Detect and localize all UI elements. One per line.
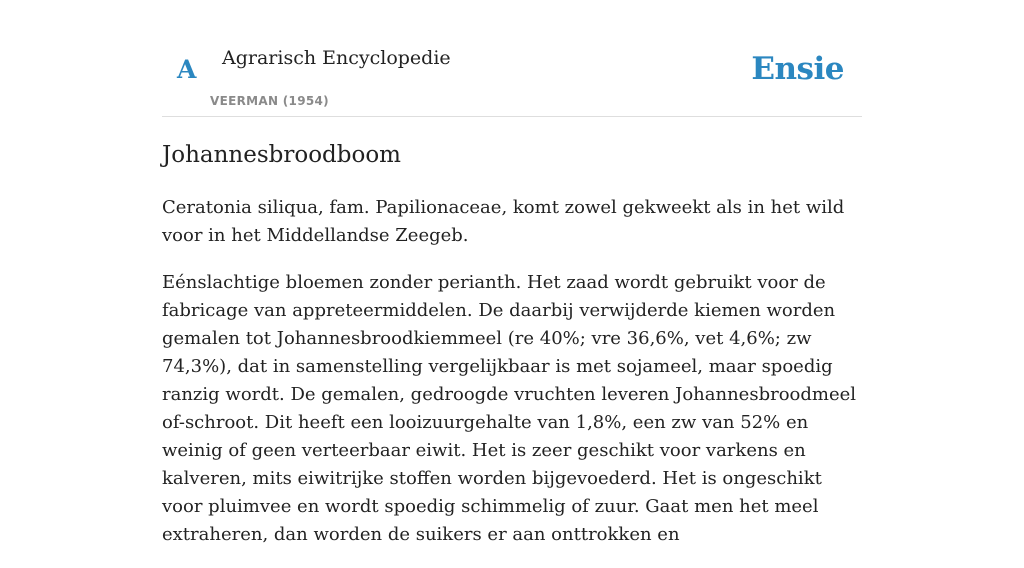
source-header <box>162 0 862 117</box>
site-logo[interactable]: Ensie <box>751 51 844 87</box>
source-logo[interactable]: A <box>177 55 197 84</box>
article-paragraph: Ceratonia siliqua, fam. Papilionaceae, komt zowel gekweekt als in het wild voor in het Middellandse Zeegeb. <box>162 197 845 246</box>
source-author-year: VEERMAN (1954) <box>210 94 329 108</box>
article <box>162 138 862 568</box>
source-title[interactable]: Agrarisch Encyclopedie <box>222 47 451 69</box>
article-paragraph: Eénslachtige bloemen zonder perianth. Het zaad wordt gebruikt voor de fabricage van appreteermiddelen. De daarbij verwijderde kiemen worden gemalen tot Johannesbroodkiemmeel (re 40%; vre 36,6%, vet 4,6%; zw 74,3%), dat in samenstelling vergelijkbaar is met sojameel, maar spoedig ranzig wordt. De gemalen, gedroogde vruchten leveren Johannesbroodmeel of-schroot. Dit heeft een looizuurgehalte van 1,8%, een zw van 52% en weinig of geen verteerbaar eiwit. Het is zeer geschikt voor varkens en kalveren, mits eiwitrijke stoffen worden bijgevoederd. Het is ongeschikt voor pluimvee en wordt spoedig schimmelig of zuur. Gaat men het meel extraheren, dan worden de suikers er aan onttrokken en <box>162 272 857 545</box>
article-title: Johannesbroodboom <box>162 142 401 168</box>
